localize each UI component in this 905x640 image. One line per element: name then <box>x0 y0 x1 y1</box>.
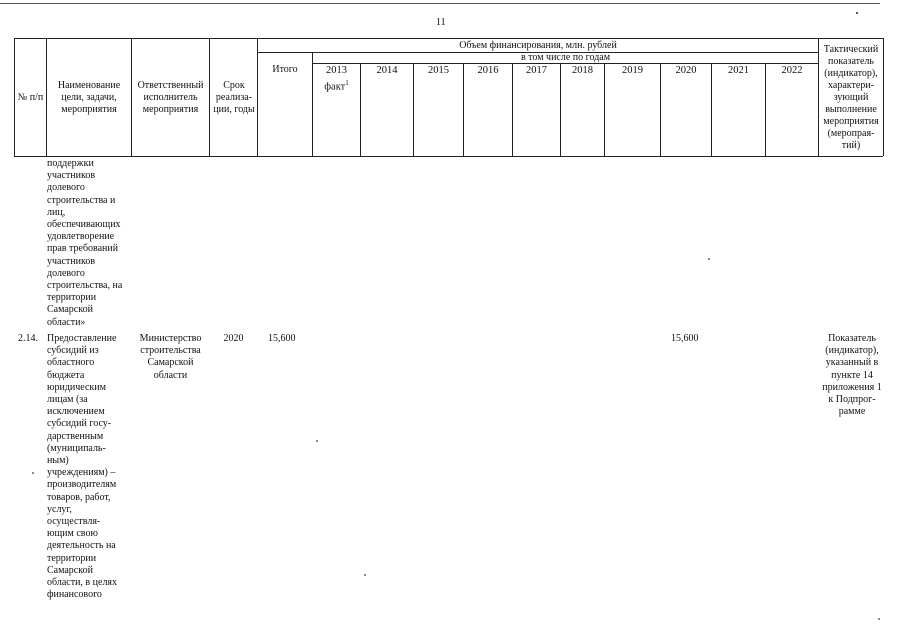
header-indicator: Тактический показатель (индикатор), характери-зующий выполнение мероприятия (меропрая-тий) <box>823 43 879 151</box>
header-total: Итого <box>272 64 298 75</box>
row-total: 15,600 <box>268 333 296 344</box>
row-term: 2020 <box>223 333 244 344</box>
header-name: Наименование цели, задачи, мероприятия <box>57 79 121 115</box>
header-term: Срок реализа-ции, годы <box>213 79 255 115</box>
row-name: Предоставление субсидий из областного бюджета юридическим лицам (за исключением субсидий госу-дарственным (муниципаль-ным) учреждениям) – производителям товаров, работ, услуг, осуществля-ющим свою деятельность на территории Самарской области, в целях финансового <box>47 333 118 601</box>
year-label: 2020 <box>675 65 697 76</box>
grid-line <box>818 38 819 156</box>
header-num: № п/п <box>17 91 44 103</box>
footnote-mark: 1 <box>345 79 349 87</box>
grid-line <box>257 38 258 156</box>
header-by-years: в том числе по годам <box>520 52 611 63</box>
scan-speck <box>32 472 34 474</box>
header-funding: Объем финансирования, млн. рублей <box>459 39 617 51</box>
year-label: 2021 <box>728 65 749 76</box>
year-label: 2015 <box>428 65 449 76</box>
year-2013-cell <box>313 65 360 94</box>
year-label: 2017 <box>526 65 547 76</box>
grid-line <box>883 38 884 156</box>
continuation-text: поддержки участников долевого строительства и лиц, обеспечивающих удовлетворение прав требований участников долевого строительства, на территории Самарской области» <box>47 158 123 328</box>
scan-speck <box>878 618 880 620</box>
year-label: 2019 <box>622 65 643 76</box>
year-label: 2018 <box>572 65 593 76</box>
row-executor: Министерство строительства Самарской области <box>139 333 202 381</box>
year-label: 2016 <box>477 65 499 76</box>
scan-speck <box>364 574 366 576</box>
grid-line <box>209 38 210 156</box>
page-number: 11 <box>436 17 446 28</box>
year-label: 2022 <box>781 65 803 76</box>
year-label: 2014 <box>376 65 398 76</box>
grid-line <box>14 156 883 157</box>
header-executor: Ответственный исполнитель мероприятия <box>137 79 204 115</box>
year-2013-note: факт <box>324 81 346 93</box>
row-num: 2.14. <box>18 333 38 344</box>
row-2020-value: 15,600 <box>671 333 699 344</box>
row-indicator: Показатель (индикатор), указанный в пункте 14 приложения 1 к Подпрог-рамме <box>822 333 882 418</box>
scan-speck <box>316 440 318 442</box>
year-label: 2013 <box>326 65 347 76</box>
scan-speck <box>708 258 710 260</box>
